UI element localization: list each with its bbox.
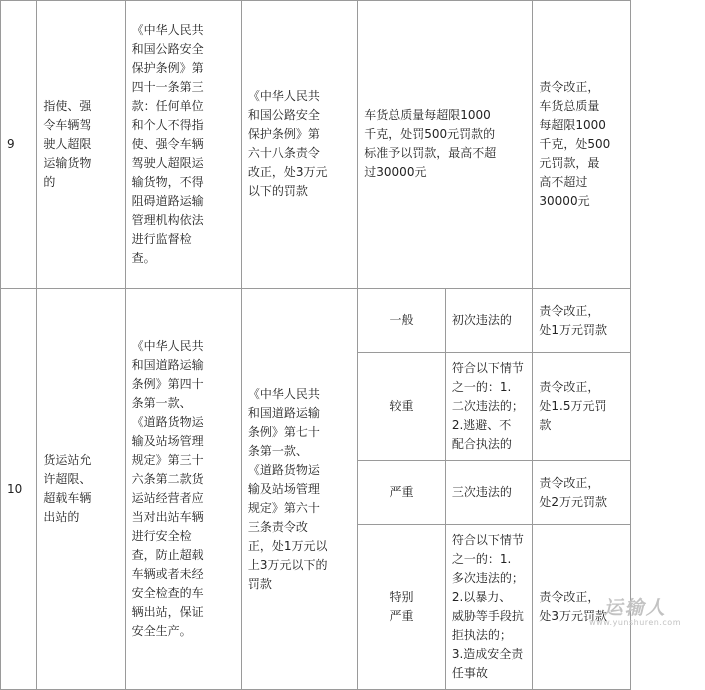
- penalty-standard: 三次违法的: [445, 461, 533, 525]
- penalty-standard: 符合以下情节之一的：1. 二次违法的；2.逃避、不 配合执法的: [445, 353, 533, 461]
- penalty-result: 责令改正， 处2万元罚款: [533, 461, 631, 525]
- penalty-result: 责令改正， 处1万元罚款: [533, 289, 631, 353]
- penalty-result: 责令改正， 处3万元罚款: [533, 525, 631, 690]
- violation-description: 货运站允 许超限、 超载车辆 出站的: [37, 289, 125, 690]
- penalty-result: 责令改正， 处1.5万元罚 款: [533, 353, 631, 461]
- severity-level: 严重: [358, 461, 446, 525]
- table-row: [1, 0, 631, 289]
- severity-level: 较重: [358, 353, 446, 461]
- penalty-standard: 符合以下情节之一的：1. 多次违法的；2.以暴力、 威胁等手段抗拒执法的； 3.造成安全责任事故: [445, 525, 533, 690]
- table-row: [1, 289, 631, 353]
- penalty-standard: 车货总质量每超限1000 千克，处罚500元罚款的 标准予以罚款，最高不超 过30000元: [358, 0, 533, 289]
- watermark-site: www.yunshuren.com: [589, 618, 681, 627]
- severity-level: 一般: [358, 289, 446, 353]
- penalty-result: 责令改正， 车货总质量 每超限1000 千克，处500 元罚款，最 高不超过 30000元: [533, 0, 631, 289]
- watermark-logo: 运输人: [603, 597, 667, 619]
- site-watermark: [589, 593, 681, 627]
- penalty-legal-basis: 《中华人民共 和国公路安全 保护条例》第 六十八条责令 改正，处3万元 以下的罚款: [241, 0, 357, 289]
- violation-description: 指使、强 令车辆驾 驶人超限 运输货物 的: [37, 0, 125, 289]
- row-number: 9: [1, 0, 37, 289]
- violation-legal-basis: 《中华人民共 和国公路安全 保护条例》第 四十一条第三 款：任何单位 和个人不得指 使、强令车辆 驾驶人超限运 输货物，不得 阻碍道路运输 管理机构依法 进行监督检 查。: [125, 0, 241, 289]
- row-number: 10: [1, 289, 37, 690]
- penalty-legal-basis: 《中华人民共 和国道路运输 条例》第七十 条第一款、 《道路货物运 输及站场管理 规定》第六十 三条责令改 正，处1万元以 上3万元以下的 罚款: [241, 289, 357, 690]
- severity-level: 特别 严重: [358, 525, 446, 690]
- penalty-standard: 初次违法的: [445, 289, 533, 353]
- violation-legal-basis: 《中华人民共 和国道路运输 条例》第四十 条第一款、 《道路货物运 输及站场管理 规定》第三十 六条第二款货 运站经营者应 当对出站车辆 进行安全检 查，防止超载 车辆或者未经 安全检查的车 辆出站，保证 安全生产。: [125, 289, 241, 690]
